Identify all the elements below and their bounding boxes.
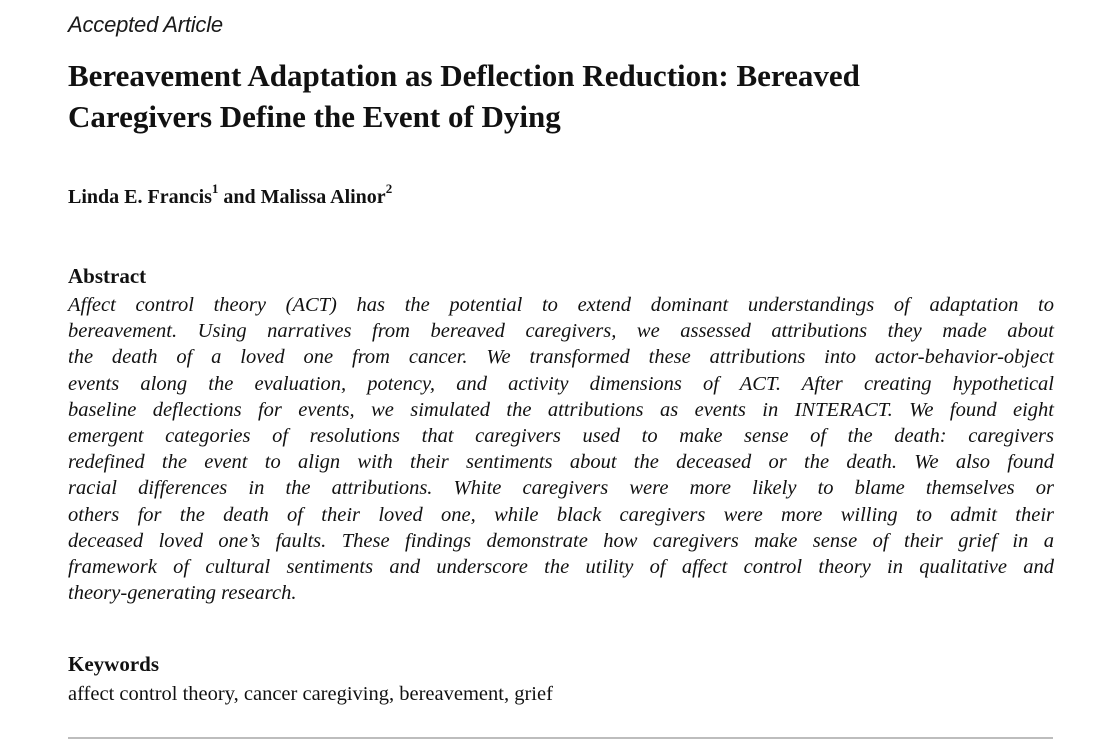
abstract-line: deceased loved one’s faults. These findings demonstrate how caregivers make sense of their grief in a: [68, 529, 1054, 552]
abstract-text: [68, 292, 1054, 606]
accepted-article-label: Accepted Article: [68, 12, 223, 37]
keywords-heading: Keywords: [68, 652, 159, 676]
abstract-line: redefined the event to align with their sentiments about the deceased or the death. We also found: [68, 451, 1054, 474]
abstract-line: racial differences in the attributions. White caregivers were more likely to blame themselves or: [68, 477, 1054, 500]
author-name: Linda E. Francis: [68, 186, 212, 208]
author-name: Malissa Alinor: [260, 186, 386, 208]
abstract-line: events along the evaluation, potency, and activity dimensions of ACT. After creating hypothetical: [68, 372, 1054, 395]
author-affiliation-marker: 2: [385, 181, 393, 197]
author-list: [68, 181, 393, 209]
section-divider: [68, 737, 1053, 739]
article-title-line: Bereavement Adaptation as Deflection Reduction: Bereaved: [68, 58, 860, 93]
abstract-line: bereavement. Using narratives from bereaved caregivers, we assessed attributions they made about: [68, 320, 1054, 343]
abstract-line: emergent categories of resolutions that caregivers used to make sense of the death: caregivers: [68, 424, 1054, 447]
abstract-line: baseline deflections for events, we simulated the attributions as events in INTERACT. We found eight: [68, 398, 1054, 421]
article-title-line: Caregivers Define the Event of Dying: [68, 99, 561, 134]
keywords-list: affect control theory, cancer caregiving, bereavement, grief: [68, 683, 553, 705]
abstract-line: theory-generating research.: [68, 582, 297, 605]
abstract-line: others for the death of their loved one, while black caregivers were more willing to admit their: [68, 503, 1054, 526]
article-title: [68, 55, 1068, 137]
author-affiliation-marker: 1: [211, 181, 219, 197]
abstract-line: the death of a loved one from cancer. We transformed these attributions into actor-behavior-object: [68, 346, 1054, 369]
author-separator: and: [223, 186, 256, 208]
abstract-line: Affect control theory (ACT) has the potential to extend dominant understandings of adaptation to: [68, 294, 1054, 316]
abstract-line: framework of cultural sentiments and underscore the utility of affect control theory in qualitative and: [68, 555, 1054, 578]
abstract-heading: Abstract: [68, 264, 147, 288]
